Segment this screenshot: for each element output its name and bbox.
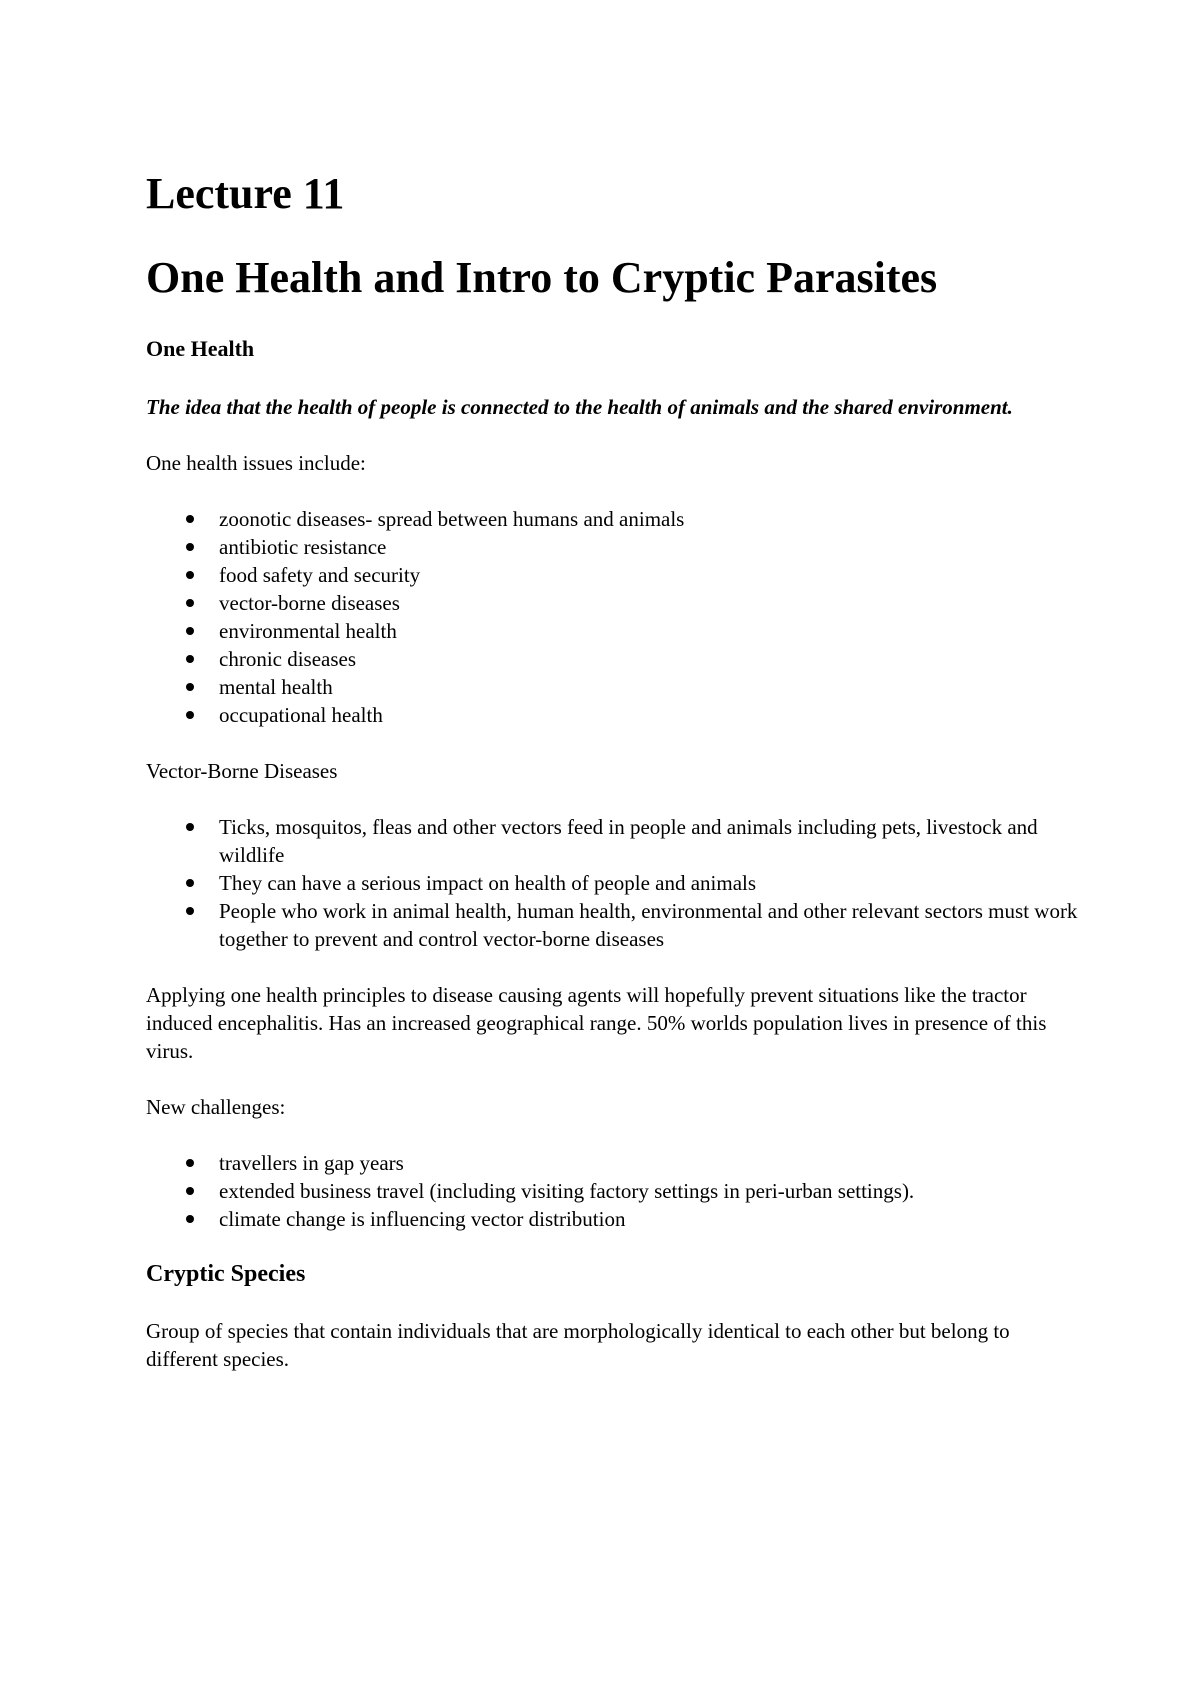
list-item-text: vector-borne diseases bbox=[219, 591, 400, 616]
challenges-list bbox=[146, 1149, 1086, 1233]
list-item-text: zoonotic diseases- spread between humans and animals bbox=[219, 507, 685, 532]
bullet-icon bbox=[186, 1159, 194, 1167]
list-item-text: They can have a serious impact on health of people and animals bbox=[219, 871, 757, 896]
list-item-text: mental health bbox=[219, 675, 333, 700]
list-item bbox=[146, 1149, 1086, 1177]
list-item-text: environmental health bbox=[219, 619, 397, 644]
cryptic-species-definition: Group of species that contain individuals that are morphologically identical to each other but belong to different species. bbox=[146, 1318, 1010, 1371]
list-item-text: People who work in animal health, human health, environmental and other relevant sectors must work together to prevent and control vector-borne diseases bbox=[219, 899, 1078, 952]
bullet-icon bbox=[186, 879, 194, 887]
bullet-icon bbox=[186, 571, 194, 579]
applying-paragraph: Applying one health principles to disease causing agents will hopefully prevent situations like the tractor induced encephalitis. Has an increased geographical range. 50% worlds population lives in presence of this virus. bbox=[146, 983, 1047, 1064]
bullet-icon bbox=[186, 1187, 194, 1195]
list-item bbox=[146, 1205, 1086, 1233]
list-item bbox=[146, 533, 1086, 561]
issues-list bbox=[146, 505, 1086, 729]
list-item bbox=[146, 561, 1086, 589]
list-item bbox=[146, 645, 1086, 673]
list-item-text: extended business travel (including visiting factory settings in peri-urban settings). bbox=[219, 1179, 915, 1204]
bullet-icon bbox=[186, 543, 194, 551]
one-health-definition: The idea that the health of people is connected to the health of animals and the shared environment. bbox=[146, 395, 1013, 420]
cryptic-species-heading: Cryptic Species bbox=[146, 1261, 306, 1288]
list-item bbox=[146, 701, 1086, 729]
bullet-icon bbox=[186, 627, 194, 635]
list-item bbox=[146, 673, 1086, 701]
list-item-text: climate change is influencing vector distribution bbox=[219, 1207, 626, 1232]
list-item-text: Ticks, mosquitos, fleas and other vectors feed in people and animals including pets, livestock and wildlife bbox=[219, 815, 1038, 868]
vector-borne-list bbox=[146, 813, 1086, 953]
list-item-text: travellers in gap years bbox=[219, 1151, 404, 1176]
bullet-icon bbox=[186, 823, 194, 831]
list-item bbox=[146, 869, 1086, 897]
bullet-icon bbox=[186, 683, 194, 691]
issues-intro: One health issues include: bbox=[146, 451, 366, 476]
list-item bbox=[146, 589, 1086, 617]
list-item bbox=[146, 813, 1086, 869]
list-item bbox=[146, 1177, 1086, 1205]
bullet-icon bbox=[186, 711, 194, 719]
list-item-text: food safety and security bbox=[219, 563, 421, 588]
list-item bbox=[146, 617, 1086, 645]
list-item-text: chronic diseases bbox=[219, 647, 357, 672]
lecture-title: Lecture 11 bbox=[146, 169, 345, 218]
bullet-icon bbox=[186, 515, 194, 523]
document-page bbox=[146, 169, 1086, 1401]
list-item bbox=[146, 897, 1086, 953]
challenges-intro: New challenges: bbox=[146, 1095, 286, 1120]
bullet-icon bbox=[186, 655, 194, 663]
list-item-text: occupational health bbox=[219, 703, 383, 728]
bullet-icon bbox=[186, 907, 194, 915]
list-item bbox=[146, 505, 1086, 533]
list-item-text: antibiotic resistance bbox=[219, 535, 387, 560]
bullet-icon bbox=[186, 599, 194, 607]
one-health-heading: One Health bbox=[146, 336, 255, 361]
bullet-icon bbox=[186, 1215, 194, 1223]
lecture-subtitle: One Health and Intro to Cryptic Parasites bbox=[146, 253, 938, 302]
vector-borne-heading: Vector-Borne Diseases bbox=[146, 759, 338, 784]
